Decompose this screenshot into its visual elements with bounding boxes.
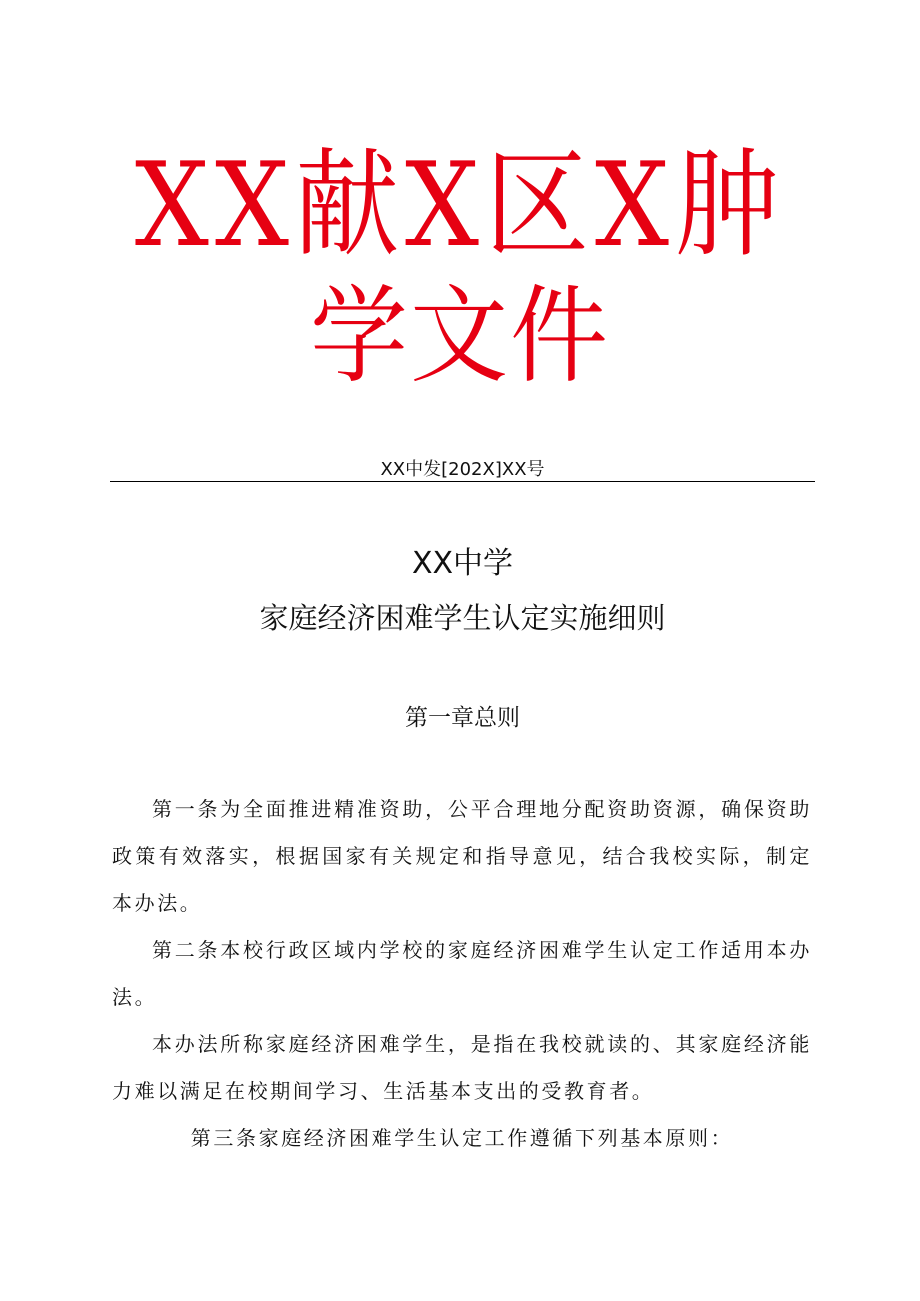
red-header-title-line-1: XX献X区X肿 [134,136,786,274]
document-number: XX中发[202X]XX号 [380,459,545,480]
paragraph: 第二条本校行政区域内学校的家庭经济困难学生认定工作适用本办法。 [112,938,812,1009]
document-organization: XX中学 [411,546,514,581]
document-title: 家庭经济困难学生认定实施细则 [259,601,666,635]
paragraph: 第一条为全面推进精准资助，公平合理地分配资助资源，确保资助政策有效落实，根据国家有关规定和指导意见，结合我校实际，制定本办法。 [112,797,812,915]
body-text [112,786,812,1162]
paragraph: 本办法所称家庭经济困难学生，是指在我校就读的、其家庭经济能力难以满足在校期间学习、生活基本支出的受教育者。 [112,1032,812,1103]
red-header-title-line-2: 学文件 [309,275,610,399]
chapter-heading: 第一章总则 [405,705,520,731]
paragraph: 第三条家庭经济困难学生认定工作遵循下列基本原则： [190,1126,734,1150]
header-divider-line [110,481,815,482]
